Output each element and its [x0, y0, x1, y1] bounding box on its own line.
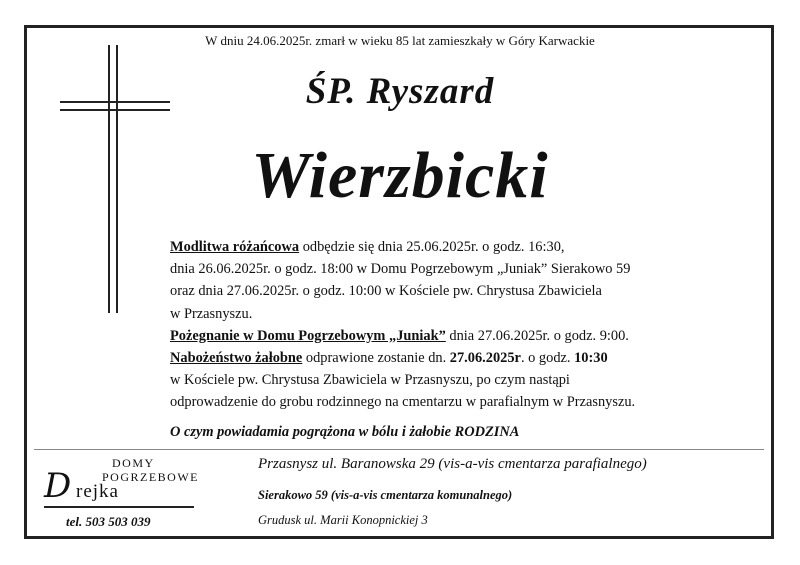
family-closing-line: O czym powiadamia pogrążona w bólu i żałobie RODZINA	[170, 424, 520, 440]
deceased-surname: Wierzbicki	[251, 139, 549, 212]
address-przasnysz: Przasnysz ul. Baranowska 29 (vis-a-vis cmentarza parafialnego)	[258, 456, 647, 472]
farewell-info: Pożegnanie w Domu Pogrzebowym „Juniak” dnia 27.06.2025r. o godz. 9:00.	[170, 327, 629, 344]
address-grudusk: Grudusk ul. Marii Konopnickiej 3	[258, 513, 428, 527]
funeral-home-logo: DOMY POGRZEBOWE D rejka tel. 503 503 039	[44, 456, 199, 529]
deceased-first-name: ŚP. Ryszard	[305, 71, 495, 112]
phone-number: tel. 503 503 039	[66, 514, 151, 529]
funeral-mass-info: Nabożeństwo żałobne odprawione zostanie dn. 27.06.2025r. o godz. 10:30	[170, 350, 608, 367]
death-announcement-header: W dniu 24.06.2025r. zmarł w wieku 85 lat zamieszkały w Góry Karwackie	[205, 33, 595, 48]
rosary-info: Modlitwa różańcowa odbędzie się dnia 25.06.2025r. o godz. 16:30,	[170, 239, 565, 255]
address-sierakowo: Sierakowo 59 (vis-a-vis cmentarza komunalnego)	[258, 488, 513, 502]
ceremony-details: Modlitwa różańcowa odbędzie się dnia 25.06.2025r. o godz. 16:30, dnia 26.06.2025r. o godz. 18:00 w Domu Pogrzebowym „Juniak” Sierakowo 59 oraz dnia 27.06.2025r. o godz. 10:00 w Kościele pw. Chrystusa Zbawiciela w Przasnyszu. Pożegnanie w Domu Pogrzebowym „Juniak” dnia 27.06.2025r. o godz. 9:00. Nabożeństwo żałobne odprawione zostanie dn. 27.06.2025r. o godz. 10:30 w Kościele pw. Chrystusa Zbawiciela w Przasnyszu, po czym nastąpi odprowadzenie do grobu rodzinnego na cmentarzu w parafialnym w Przasnyszu.	[170, 236, 730, 414]
divider	[34, 449, 764, 450]
